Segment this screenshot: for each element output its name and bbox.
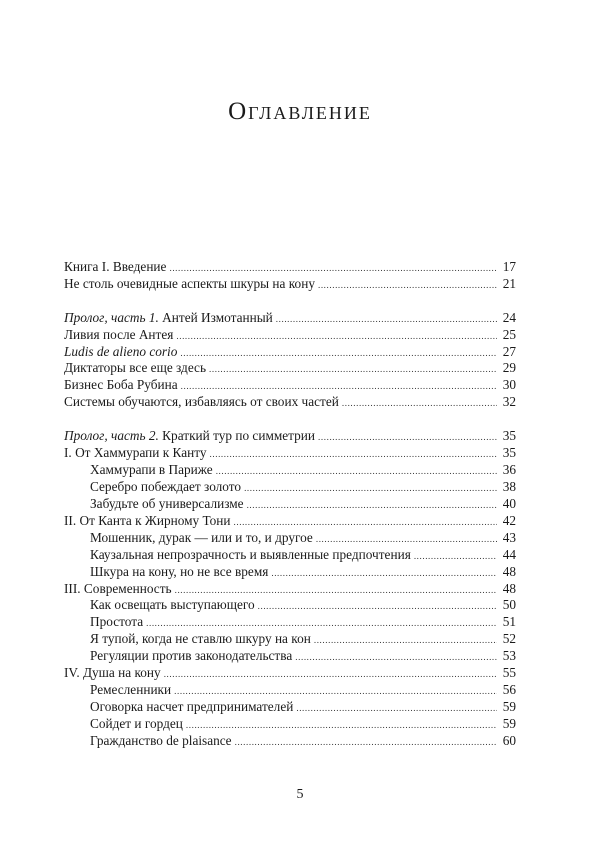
dot-leader	[342, 395, 497, 412]
toc-entry-label	[90, 699, 293, 716]
toc-entry-text: Краткий тур по симметрии	[158, 428, 316, 444]
toc-entry-label	[90, 682, 171, 699]
dot-leader	[314, 632, 497, 649]
toc-entry-page-number: 48	[502, 563, 516, 579]
toc-entry-label	[64, 428, 315, 445]
toc-entry-text: Регуляции против законодательства	[90, 648, 293, 664]
dot-leader	[295, 649, 497, 666]
toc-entry-text: Диктаторы все еще здесь	[64, 360, 207, 376]
toc-entry-label	[90, 597, 255, 614]
toc-entry[interactable]	[64, 631, 516, 648]
toc-entry-page-number: 38	[502, 478, 516, 494]
toc-entry-text: Хаммурапи в Париже	[90, 461, 213, 477]
dot-leader	[318, 277, 497, 294]
toc-entry-page-number: 55	[502, 665, 516, 681]
toc-entry-text: Простота	[90, 614, 144, 630]
toc-entry-text: II. От Канта к Жирному Тони	[64, 512, 231, 528]
toc-entry[interactable]	[64, 428, 516, 445]
toc-entry-text: Антей Измотанный	[158, 309, 273, 325]
toc-entry-page-number: 27	[502, 343, 516, 359]
dot-leader	[176, 328, 497, 345]
toc-entry-text: Забудьте об универсализме	[90, 495, 244, 511]
dot-leader	[181, 378, 497, 395]
toc-entry-page-number: 21	[502, 275, 516, 291]
toc-entry-label	[90, 733, 232, 750]
toc-entry-text: Я тупой, когда не ставлю шкуру на кон	[90, 631, 311, 647]
toc-entry-text: IV. Душа на кону	[64, 665, 161, 681]
dot-leader	[414, 548, 497, 565]
dot-leader	[164, 666, 497, 683]
dot-leader	[175, 582, 497, 599]
toc-entry[interactable]	[64, 547, 516, 564]
toc-entry-page-number: 60	[502, 732, 516, 748]
toc-entry-italic-prefix: Ludis de alieno corio	[64, 343, 178, 359]
toc-entry-text: Оговорка насчет предпринимателей	[90, 699, 294, 715]
toc-entry-text: Серебро побеждает золото	[90, 478, 242, 494]
dot-leader	[234, 514, 497, 531]
toc-entry-page-number: 24	[502, 309, 516, 325]
toc-entry-label	[64, 665, 161, 682]
toc-entry[interactable]	[64, 344, 516, 361]
dot-leader	[216, 463, 497, 480]
toc-entry-text: Как освещать выступающего	[90, 597, 255, 613]
toc-entry-text: Ремесленники	[90, 682, 172, 698]
toc-entry[interactable]	[64, 665, 516, 682]
dot-leader	[235, 734, 497, 751]
toc-entry-label	[90, 564, 268, 581]
toc-entry-page-number: 53	[502, 648, 516, 664]
toc-entry-page-number: 32	[502, 394, 516, 410]
toc-entry-label	[90, 631, 311, 648]
toc-entry-label	[64, 581, 172, 598]
toc-entry-text: Шкура на кону, но не все время	[90, 563, 269, 579]
toc-entry-page-number: 30	[502, 377, 516, 393]
toc-entry-text: Не столь очевидные аспекты шкуры на кону	[64, 275, 315, 291]
toc-entry[interactable]	[64, 564, 516, 581]
toc-entry-italic-prefix: Пролог, часть 1.	[64, 309, 159, 325]
toc-entry-label	[64, 276, 315, 293]
toc-entry[interactable]	[64, 682, 516, 699]
toc-entry-label	[64, 360, 206, 377]
toc-entry[interactable]	[64, 581, 516, 598]
toc-entry-page-number: 59	[502, 699, 516, 715]
toc-entry[interactable]	[64, 462, 516, 479]
toc-entry-label	[90, 547, 411, 564]
toc-entry-label	[64, 310, 273, 327]
toc-entry-label	[64, 259, 166, 276]
toc-entry[interactable]	[64, 259, 516, 276]
toc-entry[interactable]	[64, 648, 516, 665]
toc-entry-label	[90, 614, 143, 631]
toc-entry-label	[90, 648, 292, 665]
dot-leader	[258, 598, 497, 615]
dot-leader	[186, 717, 497, 734]
toc-entry-page-number: 50	[502, 597, 516, 613]
toc-entry-text: Гражданство de plaisance	[90, 732, 232, 748]
dot-leader	[316, 531, 497, 548]
dot-leader	[146, 615, 497, 632]
toc-entry[interactable]	[64, 394, 516, 411]
toc-entry[interactable]	[64, 479, 516, 496]
toc-entry-page-number: 35	[502, 445, 516, 461]
toc-entry-text: Мошенник, дурак — или и то, и другое	[90, 529, 313, 545]
toc-entry-text: Системы обучаются, избавляясь от своих частей	[64, 394, 339, 410]
toc-entry[interactable]	[64, 445, 516, 462]
toc-entry-label	[90, 530, 313, 547]
toc-entry-page-number: 42	[502, 512, 516, 528]
dot-leader	[174, 683, 497, 700]
toc-entry-text: III. Современность	[64, 580, 172, 596]
dot-leader	[296, 700, 497, 717]
toc-entry-page-number: 17	[502, 259, 516, 274]
dot-leader	[318, 429, 497, 446]
toc-entry-page-number: 25	[502, 326, 516, 342]
toc-entry-text: Каузальная непрозрачность и выявленные предпочтения	[90, 546, 411, 562]
toc-entry[interactable]	[64, 310, 516, 327]
dot-leader	[244, 480, 497, 497]
toc-entry-label	[64, 394, 339, 411]
dot-leader	[210, 446, 497, 463]
toc-entry-page-number: 52	[502, 631, 516, 647]
toc-entry-label	[90, 479, 241, 496]
toc-entry-page-number: 35	[502, 428, 516, 444]
dot-leader	[169, 260, 497, 277]
toc-entry-page-number: 29	[502, 360, 516, 376]
dot-leader	[271, 565, 497, 582]
toc-entry-text: Бизнес Боба Рубина	[64, 377, 178, 393]
toc-entry-label	[90, 462, 213, 479]
toc-entry[interactable]	[64, 377, 516, 394]
toc-entry-page-number: 48	[502, 580, 516, 596]
toc-entry-text: I. От Хаммурапи к Канту	[64, 445, 207, 461]
toc-entry[interactable]	[64, 699, 516, 716]
toc-entry-label	[64, 344, 177, 361]
toc-entry-page-number: 56	[502, 682, 516, 698]
toc-entry[interactable]	[64, 530, 516, 547]
toc-entry-label	[64, 377, 178, 394]
table-of-contents	[64, 259, 516, 750]
toc-entry-page-number: 59	[502, 716, 516, 732]
toc-entry[interactable]	[64, 733, 516, 750]
toc-entry[interactable]	[64, 716, 516, 733]
toc-entry-label	[90, 716, 183, 733]
toc-group	[64, 310, 516, 412]
toc-entry[interactable]	[64, 513, 516, 530]
toc-entry[interactable]	[64, 597, 516, 614]
toc-group	[64, 259, 516, 293]
toc-entry[interactable]	[64, 360, 516, 377]
dot-leader	[209, 361, 497, 378]
toc-entry-page-number: 36	[502, 461, 516, 477]
toc-entry-label	[64, 513, 231, 530]
toc-group	[64, 428, 516, 750]
toc-entry[interactable]	[64, 496, 516, 513]
toc-entry-page-number: 40	[502, 495, 516, 511]
toc-entry-page-number: 43	[502, 529, 516, 545]
dot-leader	[180, 345, 497, 362]
toc-entry[interactable]	[64, 614, 516, 631]
toc-entry-text: Ливия после Антея	[64, 326, 174, 342]
toc-entry-text: Сойдет и гордец	[90, 716, 183, 732]
toc-entry-italic-prefix: Пролог, часть 2.	[64, 428, 159, 444]
toc-entry-page-number: 51	[502, 614, 516, 630]
toc-entry[interactable]	[64, 276, 516, 293]
dot-leader	[247, 497, 497, 514]
toc-entry-label	[90, 496, 244, 513]
dot-leader	[276, 311, 497, 328]
toc-entry[interactable]	[64, 327, 516, 344]
page-title: Оглавление	[228, 98, 372, 125]
page-number: 5	[296, 787, 304, 802]
toc-entry-page-number: 44	[502, 546, 516, 562]
toc-entry-label	[64, 327, 173, 344]
toc-entry-label	[64, 445, 207, 462]
toc-entry-text: Книга I. Введение	[64, 259, 167, 274]
